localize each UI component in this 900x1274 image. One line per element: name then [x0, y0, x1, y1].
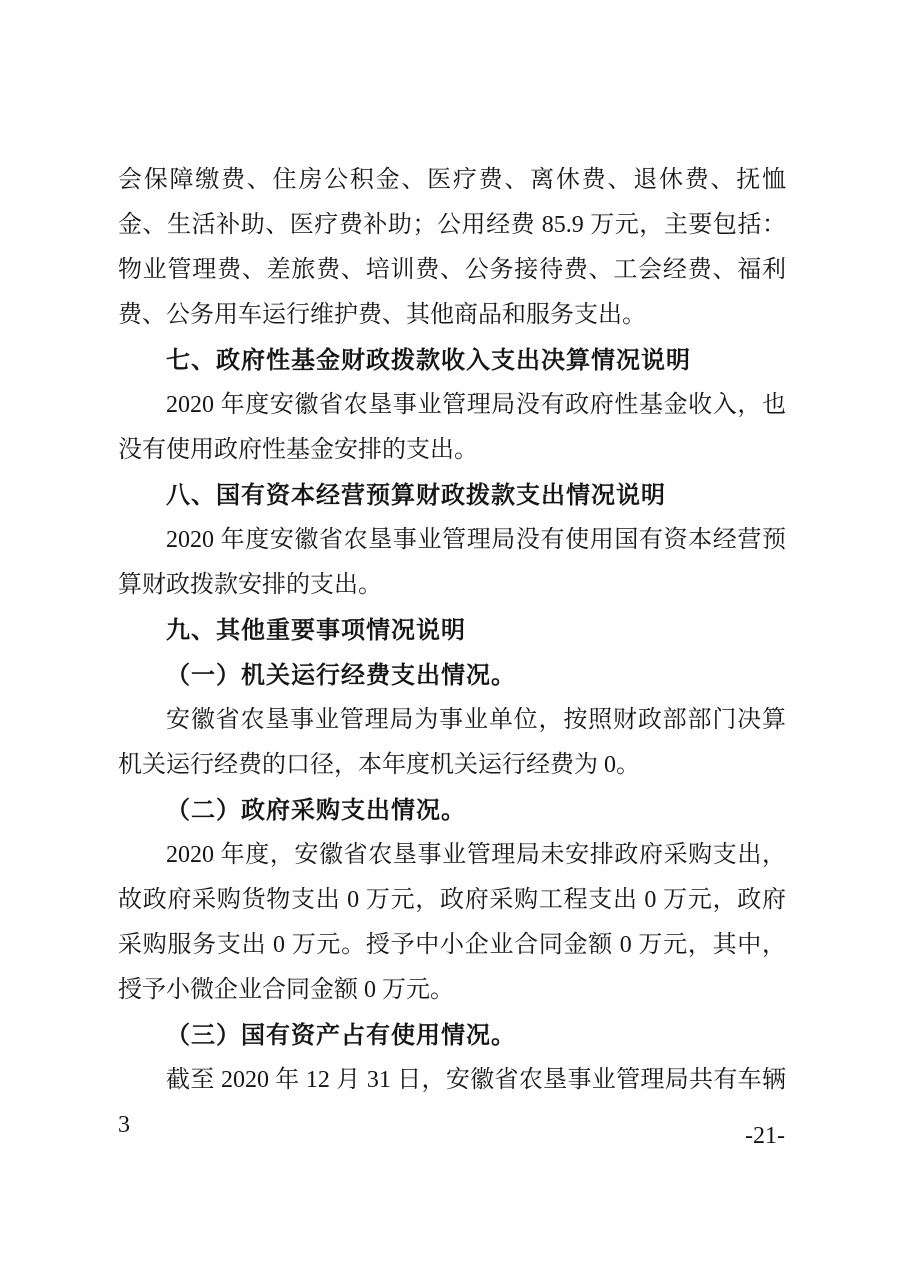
paragraph-agency-operating-expense: 安徽省农垦事业管理局为事业单位，按照财政部部门决算机关运行经费的口径，本年度机关运行经费为 0。 [118, 707, 786, 778]
heading-section-seven-government-fund: 七、政府性基金财政拨款收入支出决算情况说明 [166, 347, 691, 374]
subheading-state-owned-assets-usage: （三）国有资产占有使用情况。 [166, 1022, 516, 1049]
subheading-government-procurement: （二）政府采购支出情况。 [166, 797, 466, 824]
page-number: -21- [745, 1123, 785, 1149]
heading-section-nine-other-important-matters: 九、其他重要事项情况说明 [166, 617, 466, 644]
heading-section-eight-state-capital-budget: 八、国有资本经营预算财政拨款支出情况说明 [166, 482, 666, 509]
paragraph-basic-expense-continuation: 会保障缴费、住房公积金、医疗费、离休费、退休费、抚恤金、生活补助、医疗费补助；公用经费 85.9 万元，主要包括：物业管理费、差旅费、培训费、公务接待费、工会经费、福利费、公务用车运行维护费、其他商品和服务支出。 [118, 167, 786, 328]
paragraph-state-owned-assets-usage: 截至 2020 年 12 月 31 日，安徽省农垦事业管理局共有车辆 3 [118, 1067, 786, 1138]
paragraph-government-procurement: 2020 年度，安徽省农垦事业管理局未安排政府采购支出，故政府采购货物支出 0 万元，政府采购工程支出 0 万元，政府采购服务支出 0 万元。授予中小企业合同金额 0 万元，其中，授予小微企业合同金额 0 万元。 [118, 842, 786, 1003]
subheading-agency-operating-expense: （一）机关运行经费支出情况。 [166, 662, 516, 689]
paragraph-section-seven-government-fund: 2020 年度安徽省农垦事业管理局没有政府性基金收入，也没有使用政府性基金安排的支出。 [118, 392, 786, 463]
document-body [118, 158, 786, 1148]
paragraph-section-eight-state-capital-budget: 2020 年度安徽省农垦事业管理局没有使用国有资本经营预算财政拨款安排的支出。 [118, 527, 786, 598]
